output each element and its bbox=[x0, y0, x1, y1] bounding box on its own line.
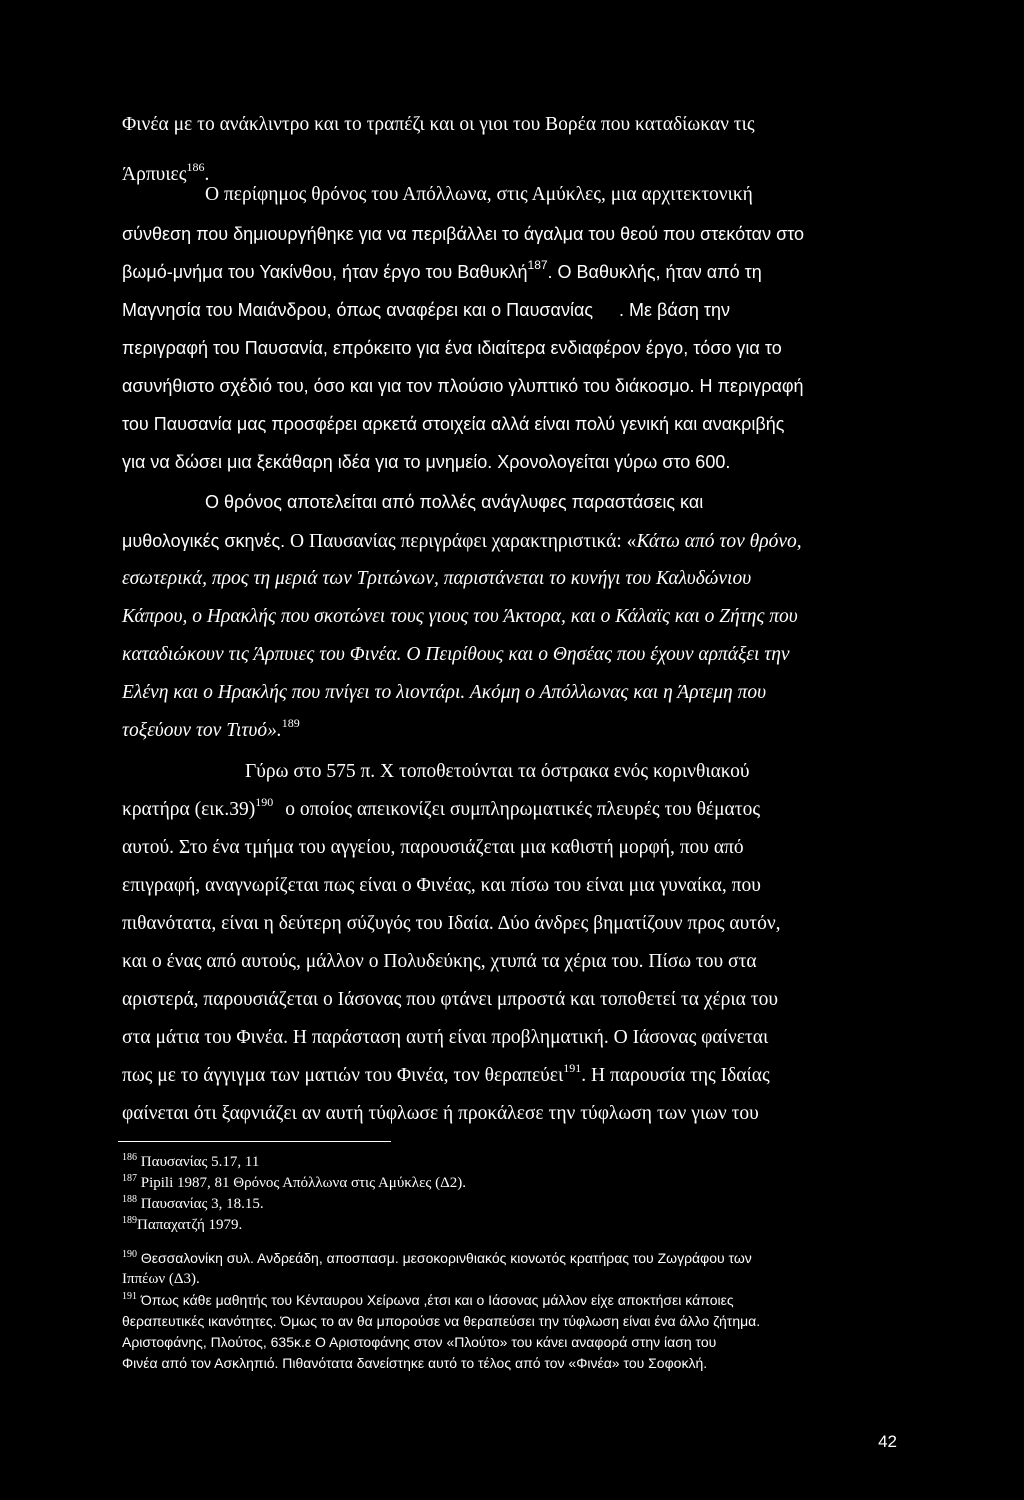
footnote-ref[interactable]: 190 bbox=[255, 795, 274, 809]
body-line bbox=[122, 260, 762, 284]
body-line bbox=[122, 950, 757, 974]
footnote-text: Ιππέων (Δ3). bbox=[122, 1271, 200, 1287]
body-line bbox=[122, 374, 804, 398]
quote-span: καταδιώκουν τις Άρπυιες του Φινέα. Ο Πειρίθους και ο Θησέας που έχουν αρπάξει την bbox=[122, 644, 790, 665]
body-line bbox=[122, 1061, 770, 1088]
quote-span: εσωτερικά, προς τη μεριά των Τριτώνων, παριστάνεται το κυνήγι του Καλυδώνιου bbox=[122, 568, 752, 589]
page-number: 42 bbox=[878, 1432, 897, 1451]
text-span: μυθολογικές σκηνές. bbox=[122, 531, 286, 551]
footnote-number: 187 bbox=[122, 1173, 137, 1184]
quote-span: Ελένη και ο Ηρακλής που πνίγει το λιοντάρι. Ακόμη ο Απόλλωνας και η Άρτεμη που bbox=[122, 682, 767, 703]
text-span: Μαγνησία του Μαιάνδρου, όπως αναφέρει και ο Παυσανίας bbox=[122, 300, 594, 320]
body-line bbox=[122, 988, 778, 1012]
body-line bbox=[122, 412, 784, 436]
text-span: ο οποίος απεικονίζει συμπληρωματικές πλευρές του θέματος bbox=[285, 799, 761, 820]
text-span: ασυνήθιστο σχέδιό του, όσο και για τον πλούσιο γλυπτικό του διάκοσμο. Η περιγραφή bbox=[122, 376, 804, 396]
text-span: και ο ένας από αυτούς, μάλλον ο Πολυδεύκης, χτυπά τα χέρια του. Πίσω του στα bbox=[122, 951, 757, 972]
text-span: βωμό-μνήμα του Υακίνθου, ήταν έργο του Βαθυκλή bbox=[122, 262, 528, 282]
footnote-number: 191 bbox=[122, 1291, 137, 1302]
footnote-continued bbox=[122, 1333, 716, 1351]
body-line bbox=[205, 490, 703, 514]
body-line bbox=[122, 1026, 768, 1050]
body-line bbox=[122, 643, 790, 667]
footnote bbox=[122, 1216, 242, 1234]
footnote-continued bbox=[122, 1354, 707, 1372]
text-span: . Ο Βαθυκλής, ήταν από τη bbox=[547, 262, 762, 282]
text-span: αριστερά, παρουσιάζεται ο Ιάσονας που φτάνει μπροστά και τοποθετεί τα χέρια του bbox=[122, 989, 778, 1010]
text-span: στα μάτια του Φινέα. Η παράσταση αυτή είναι προβληματική. Ο Ιάσονας φαίνεται bbox=[122, 1027, 769, 1048]
text-span: πιθανότατα, είναι η δεύτερη σύζυγός του Ιδαία. Δύο άνδρες βηματίζουν προς αυτόν, bbox=[122, 913, 781, 934]
body-line bbox=[122, 681, 766, 705]
text-span: . Η παρουσία της Ιδαίας bbox=[581, 1065, 770, 1086]
body-line bbox=[122, 1102, 759, 1126]
footnote-text: Παυσανίας 3, 18.15. bbox=[137, 1196, 264, 1212]
body-line bbox=[122, 450, 730, 474]
body-line bbox=[205, 183, 753, 207]
footnote bbox=[122, 1174, 466, 1192]
body-line bbox=[122, 529, 802, 554]
body-line bbox=[122, 912, 781, 936]
footnote bbox=[122, 1249, 752, 1268]
body-line bbox=[122, 160, 210, 187]
quote-span: Κάτω από τον θρόνο, bbox=[636, 531, 802, 552]
body-line bbox=[122, 795, 761, 822]
text-span: . bbox=[204, 164, 210, 185]
text-span: σύνθεση που δημιουργήθηκε για να περιβάλλει το άγαλμα του θεού που στεκόταν στο bbox=[122, 224, 805, 244]
text-span: Γύρω στο 575 π. Χ τοποθετούνται τα όστρακα ενός κορινθιακού bbox=[245, 761, 750, 782]
text-span: του Παυσανία μας προσφέρει αρκετά στοιχεία αλλά είναι πολύ γενική και ανακριβής bbox=[122, 414, 785, 434]
text-span: Φινέα με το ανάκλιντρο και το τραπέζι και οι γιοι του Βορέα που καταδίωκαν τις bbox=[122, 114, 755, 135]
footnote bbox=[122, 1153, 259, 1171]
text-span: Άρπυιες bbox=[122, 164, 187, 185]
footnote-ref[interactable]: 186 bbox=[186, 160, 205, 174]
footnote-text: θεραπευτικές ικανότητες. Όμως το αν θα μπορούσε να θεραπεύσει την τύφλωση είναι ένα άλλο ζήτημα. bbox=[122, 1313, 761, 1329]
text-span: Ο περίφημος θρόνος του Απόλλωνα, στις Αμύκλες, μια αρχιτεκτονική bbox=[205, 184, 753, 205]
footnote bbox=[122, 1291, 734, 1310]
body-line bbox=[122, 222, 804, 246]
footnote-continued bbox=[122, 1312, 760, 1330]
text-span: επιγραφή, αναγνωρίζεται πως είναι ο Φινέας, και πίσω του είναι μια γυναίκα, που bbox=[122, 875, 761, 896]
text-span: Ο θρόνος αποτελείται από πολλές ανάγλυφες παραστάσεις και bbox=[205, 492, 704, 512]
footnote-text: Παπαχατζή 1979. bbox=[137, 1217, 243, 1233]
text-span: φαίνεται ότι ξαφνιάζει αν αυτή τύφλωσε ή προκάλεσε την τύφλωση των γιων του bbox=[122, 1103, 759, 1124]
body-line bbox=[122, 716, 300, 743]
quote-span: Κάπρου, ο Ηρακλής που σκοτώνει τους γιους του Άκτορα, και ο Κάλαϊς και ο Ζήτης που bbox=[122, 606, 798, 627]
body-line bbox=[122, 874, 761, 898]
text-span: για να δώσει μια ξεκάθαρη ιδέα για το μνημείο. Χρονολογείται γύρω στο 600. bbox=[122, 452, 731, 472]
quote-span: τοξεύουν τον Τιτυό». bbox=[122, 720, 282, 741]
footnote-number: 190 bbox=[122, 1249, 137, 1260]
footnote-number: 186 bbox=[122, 1152, 137, 1163]
text-span: περιγραφή του Παυσανία, επρόκειτο για ένα ιδιαίτερα ενδιαφέρον έργο, τόσο για το bbox=[122, 338, 782, 358]
footnote-ref[interactable]: 189 bbox=[281, 716, 300, 730]
footnote-text: Όπως κάθε μαθητής του Κένταυρου Χείρωνα ,έτσι και ο Ιάσονας μάλλον είχε αποκτήσει κάποιες bbox=[137, 1292, 734, 1308]
body-line bbox=[122, 336, 782, 360]
body-line bbox=[122, 567, 751, 591]
body-line bbox=[122, 605, 798, 629]
footnote-text: Pipili 1987, 81 Θρόνος Απόλλωνα στις Αμύκλες (Δ2). bbox=[137, 1175, 466, 1191]
body-line bbox=[245, 760, 750, 784]
text-span: πως με το άγγιγμα των ματιών του Φινέα, τον θεραπεύει bbox=[122, 1065, 564, 1086]
footnote-separator bbox=[118, 1141, 391, 1142]
body-line bbox=[122, 836, 744, 860]
text-span: Ο Παυσανίας περιγράφει χαρακτηριστικά: « bbox=[290, 531, 637, 552]
footnote-number: 189 bbox=[122, 1215, 137, 1226]
footnote-ref[interactable]: 191 bbox=[563, 1061, 582, 1075]
footnote-text: Θεσσαλονίκη συλ. Ανδρεάδη, αποσπασμ. μεσοκορινθιακός κιονωτός κρατήρας του Ζωγράφου των bbox=[137, 1250, 752, 1266]
body-line bbox=[122, 298, 730, 322]
footnote-ref[interactable]: 187 bbox=[527, 258, 548, 272]
footnote-number: 188 bbox=[122, 1194, 137, 1205]
footnote bbox=[122, 1195, 264, 1213]
text-span: αυτού. Στο ένα τμήμα του αγγείου, παρουσιάζεται μια καθιστή μορφή, που από bbox=[122, 837, 744, 858]
footnote-text: Αριστοφάνης, Πλούτος, 635κ.ε Ο Αριστοφάνης στον «Πλούτο» του κάνει αναφορά στην ίαση του bbox=[122, 1334, 717, 1350]
footnote-text: Παυσανίας 5.17, 11 bbox=[137, 1154, 260, 1170]
text-span: κρατήρα (εικ.39) bbox=[122, 799, 256, 820]
body-line bbox=[122, 113, 755, 137]
text-span: . Με βάση την bbox=[619, 300, 731, 320]
footnote-text: Φινέα από τον Ασκληπιό. Πιθανότατα δανείστηκε αυτό το τέλος από τον «Φινέα» του Σοφοκλή. bbox=[122, 1355, 708, 1371]
footnote-continued bbox=[122, 1270, 200, 1288]
